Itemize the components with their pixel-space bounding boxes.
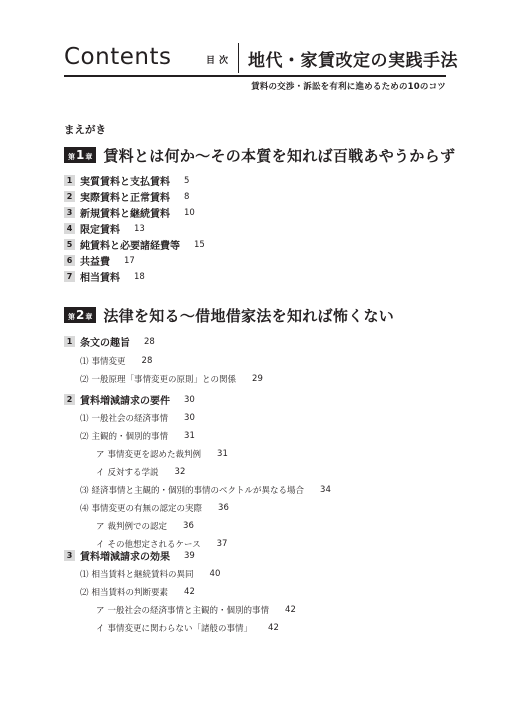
section-number: 6 [64, 255, 75, 266]
section-number: 1 [64, 175, 75, 186]
page-number: 10 [184, 207, 195, 218]
page-number: 40 [209, 569, 221, 579]
subitem-marker: イ [96, 540, 105, 550]
toc-section [64, 206, 195, 219]
page-number: 42 [184, 587, 195, 597]
subitem-title: 裁判例での認定 [107, 522, 168, 532]
toc-section [64, 335, 155, 348]
subitem-marker: イ [96, 468, 105, 478]
page-number: 18 [134, 271, 145, 282]
header-rule [64, 75, 446, 77]
chapter-badge [64, 147, 96, 163]
subitem-title: 一般社会の経済事情と主観的・個別的事情 [107, 606, 270, 616]
toc-item [80, 586, 195, 598]
item-marker: ⑴ [80, 357, 89, 367]
toc-header [0, 0, 507, 92]
chapter-prefix: 第 [68, 153, 75, 161]
page-number: 13 [134, 223, 145, 234]
page-number: 8 [184, 191, 190, 202]
toc-item [80, 412, 195, 424]
chapter-prefix: 第 [68, 313, 75, 321]
toc-section [64, 270, 145, 283]
item-marker: ⑵ [80, 588, 89, 598]
page-number: 39 [184, 550, 195, 561]
section-number: 1 [64, 336, 75, 347]
subitem-marker: ア [96, 522, 105, 532]
chapter-1-heading [64, 144, 455, 166]
page-number: 37 [216, 539, 228, 549]
section-title: 純賃料と必要諸経費等 [80, 241, 180, 252]
page-number: 30 [184, 413, 195, 423]
subitem-marker: イ [96, 624, 105, 634]
section-title: 限定賃料 [80, 225, 120, 236]
toc-section [64, 222, 145, 235]
toc-subitem [96, 604, 296, 616]
item-title: 一般原理「事情変更の原則」との関係 [91, 375, 237, 385]
item-title: 事情変更の有無の認定の実際 [91, 504, 203, 514]
toc-subitem [96, 622, 279, 634]
toc-subitem [96, 448, 228, 460]
chapter-suffix: 章 [85, 313, 93, 321]
section-title: 賃料増減請求の効果 [80, 552, 170, 563]
chapter-title: 法律を知る〜借地借家法を知れば怖くない [103, 306, 395, 325]
section-title: 共益費 [80, 257, 110, 268]
item-marker: ⑷ [80, 504, 89, 514]
page-number: 36 [218, 503, 229, 513]
toc-item [80, 373, 263, 385]
chapter-2-heading [64, 304, 394, 326]
subitem-title: 事情変更に関わらない「諸般の事情」 [107, 624, 253, 634]
book-title: 地代・家賃改定の実践手法 [248, 51, 458, 71]
section-title: 新規賃料と継続賃料 [80, 209, 170, 220]
page-number: 31 [184, 431, 195, 441]
section-title: 賃料増減請求の要件 [80, 396, 170, 407]
item-marker: ⑵ [80, 432, 89, 442]
toc-section [64, 549, 195, 562]
chapter-title: 賃料とは何か〜その本質を知れば百戦あやうからず [103, 146, 456, 165]
item-marker: ⑵ [80, 375, 89, 385]
item-marker: ⑴ [80, 414, 89, 424]
subitem-title: 事情変更を認めた裁判例 [107, 450, 202, 460]
item-marker: ⑴ [80, 570, 89, 580]
section-title: 実質賃料と支払賃料 [80, 177, 170, 188]
toc-section [64, 393, 195, 406]
toc-item [80, 484, 331, 496]
preface-entry: まえがき [64, 124, 106, 136]
page-number: 29 [252, 374, 263, 384]
page-number: 15 [194, 239, 205, 250]
page-number: 17 [124, 255, 135, 266]
mokuji-label: 目次 [206, 56, 233, 66]
section-number: 5 [64, 239, 75, 250]
toc-section [64, 190, 189, 203]
toc-item [80, 568, 220, 580]
item-title: 経済事情と主観的・個別的事情のベクトルが異なる場合 [91, 486, 305, 496]
subitem-marker: ア [96, 450, 105, 460]
item-title: 相当賃料と継続賃料の異同 [91, 570, 194, 580]
toc-subitem [96, 466, 185, 478]
toc-item [80, 355, 152, 367]
page-number: 34 [320, 485, 331, 495]
chapter-number: 1 [76, 148, 85, 162]
page-number: 36 [183, 521, 194, 531]
item-title: 一般社会の経済事情 [91, 414, 169, 424]
section-number: 3 [64, 207, 75, 218]
section-title: 相当賃料 [80, 273, 120, 284]
subitem-marker: ア [96, 606, 105, 616]
item-marker: ⑶ [80, 486, 89, 496]
toc-item [80, 502, 229, 514]
toc-section [64, 254, 135, 267]
page-number: 32 [174, 467, 186, 477]
section-title: 条文の趣旨 [80, 338, 130, 349]
item-title: 事情変更 [91, 357, 126, 367]
section-number: 2 [64, 191, 75, 202]
subitem-title: その他想定されるケース [107, 540, 201, 550]
contents-heading: Contents [64, 44, 172, 70]
page-number: 42 [285, 605, 296, 615]
section-number: 3 [64, 550, 75, 561]
page-number: 30 [184, 394, 195, 405]
page-number: 28 [144, 336, 155, 347]
toc-item [80, 430, 195, 442]
page-number: 31 [217, 449, 228, 459]
item-title: 主観的・個別的事情 [91, 432, 169, 442]
page-number: 5 [184, 175, 190, 186]
toc-subitem [96, 520, 194, 532]
page-number: 28 [141, 356, 153, 366]
section-number: 4 [64, 223, 75, 234]
subitem-title: 反対する学説 [107, 468, 159, 478]
section-number: 7 [64, 271, 75, 282]
toc-section [64, 174, 189, 187]
section-number: 2 [64, 394, 75, 405]
item-title: 相当賃料の判断要素 [91, 588, 169, 598]
book-subtitle: 賃料の交渉・訴訟を有利に進めるための10のコツ [251, 82, 446, 92]
toc-section [64, 238, 205, 251]
chapter-badge [64, 307, 96, 323]
chapter-number: 2 [76, 308, 85, 322]
header-divider [238, 43, 239, 73]
section-title: 実際賃料と正常賃料 [80, 193, 170, 204]
page-number: 42 [268, 623, 279, 633]
chapter-suffix: 章 [85, 153, 93, 161]
